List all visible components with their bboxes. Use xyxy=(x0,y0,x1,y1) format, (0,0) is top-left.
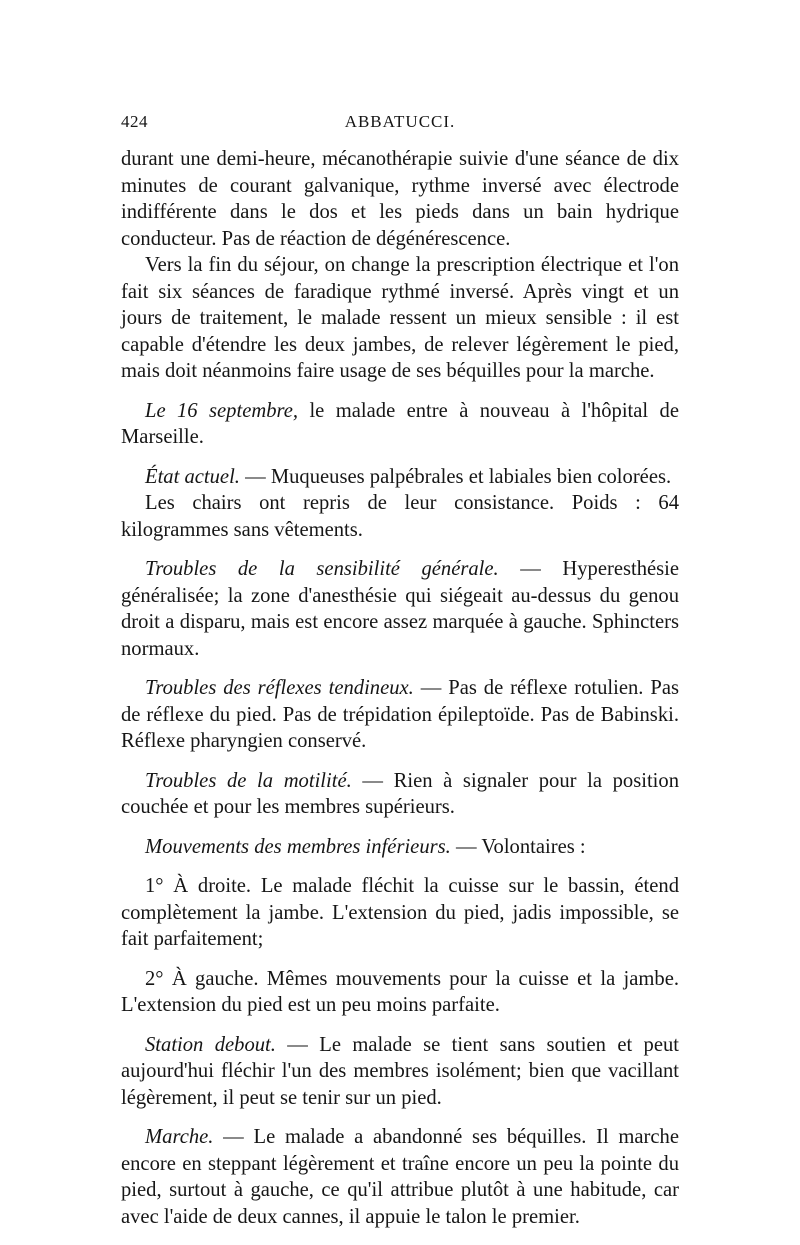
paragraph-lower-limbs: Mouvements des membres inférieurs. — Volontaires : xyxy=(145,835,586,858)
paragraph-readmission: Le 16 septembre, le malade entre à nouveau à l'hôpital de Marseille. xyxy=(121,399,679,448)
paragraph-lead: État actuel. xyxy=(145,465,240,488)
paragraph-motility: Troubles de la motilité. — Rien à signaler pour la position couchée et pour les membres supérieurs. xyxy=(121,769,679,818)
paragraph-left-side: 2° À gauche. Mêmes mouvements pour la cuisse et la jambe. L'extension du pied est un peu moins parfaite. xyxy=(121,967,679,1016)
running-title: ABBATUCCI. xyxy=(344,112,456,131)
paragraph-sensibility: Troubles de la sensibilité générale. — Hyperesthésie généralisée; la zone d'anesthésie qui siégeait au-dessus du genou droit a disparu, mais est encore assez marquée à gauche. Sphincters normaux. xyxy=(121,558,680,660)
paragraph-standing: Station debout. — Le malade se tient sans soutien et peut aujourd'hui fléchir l'un des membres isolément; bien que vacillant légèrement, il peut se tenir sur un pied. xyxy=(121,1033,679,1109)
paragraph-lead: Troubles des réflexes tendineux. xyxy=(145,677,414,699)
paragraph-reflexes: Troubles des réflexes tendineux. — Pas de réflexe rotulien. Pas de réflexe du pied. Pas de trépidation épileptoïde. Pas de Babinski. Réflexe pharyngien conservé. xyxy=(121,677,679,752)
body-text xyxy=(121,146,679,1230)
paragraph-lead: Troubles de la motilité. xyxy=(145,769,352,792)
paragraph-walking: Marche. — Le malade a abandonné ses béquilles. Il marche encore en steppant légèrement et traîne encore un peu la pointe du pied, surtout à gauche, ce qu'il attribue plutôt à une habitude, car avec l'aide de deux cannes, il appuie le talon le premier. xyxy=(121,1126,679,1228)
book-page xyxy=(121,112,679,1230)
paragraph-current-state: État actuel. — Muqueuses palpébrales et labiales bien colorées. xyxy=(145,465,672,488)
running-head xyxy=(121,112,679,146)
paragraph-weight: Les chairs ont repris de leur consistance. Poids : 64 kilogrammes sans vêtements. xyxy=(121,492,679,541)
paragraph-right-side: 1° À droite. Le malade fléchit la cuisse sur le bassin, étend complètement la jambe. L'extension du pied, jadis impossible, se fait parfaitement; xyxy=(121,875,679,950)
paragraph-lead: Troubles de la sensibilité générale. xyxy=(145,558,499,580)
page-number: 424 xyxy=(121,112,148,131)
paragraph-lead: Le 16 septembre, xyxy=(145,399,299,422)
paragraph-lead: Mouvements des membres inférieurs. xyxy=(145,835,451,858)
paragraph-lead: Marche. xyxy=(145,1126,214,1148)
paragraph-lead: Station debout. xyxy=(145,1033,276,1056)
paragraph-electric-prescription: Vers la fin du séjour, on change la prescription électrique et l'on fait six séances de faradique rythmé inversé. Après vingt et un jours de traitement, le malade ressent un mieux sensible : il est capable d'étendre les deux jambes, de relever légèrement le pied, mais doit néanmoins faire usage de ses béquilles pour la marche. xyxy=(121,254,679,382)
paragraph-treatment-continued: durant une demi-heure, mécanothérapie suivie d'une séance de dix minutes de courant galvanique, rythme inversé avec électrode indifférente dans le dos et les pieds dans un bain hydrique conducteur. Pas de réaction de dégénérescence. xyxy=(121,148,679,250)
